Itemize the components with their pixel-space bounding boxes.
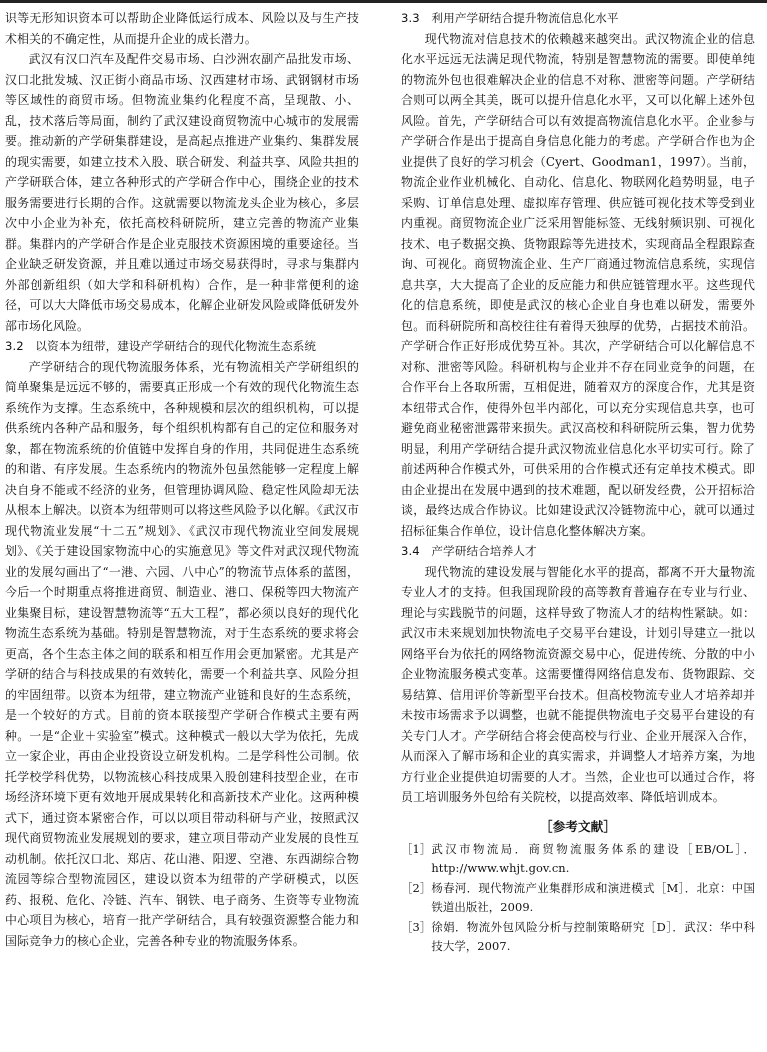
reference-text: 杨春河．现代物流产业集群形成和演进模式［M］．北京：中国铁道出版社，2009. [431, 880, 755, 914]
body-paragraph: 产学研结合的现代物流服务体系，光有物流相关产学研组织的简单聚集是远远不够的，需要真正形成一个有效的现代化物流生态系统作为支撑。生态系统中，各种规模和层次的组织机构，可以提供系统内各种产品和服务，每个组织机构都有自己的定位和服务对象，都在物流系统的价值链中发挥自身的作用，共同促进生态系统的和谐、有序发展。生态系统内的物流外包虽然能够一定程度上解决自身不能或不经济的业务，但管理协调风险、稳定性风险却无法从根本上解决。以资本为纽带则可以将这些风险予以化解。《武汉市现代物流业发展“十二五”规划》、《武汉市现代物流业空间发展规划》、《关于建设国家物流中心的实施意见》等文件对武汉现代物流业的发展勾画出了“一港、六园、八中心”的物流节点体系的蓝图，今后一个时期重点将推进商贸、制造业、港口、保税等四大物流产业集聚目标，建设智慧物流等“五大工程”，都必须以良好的现代化物流生态系统为基础。特别是智慧物流，对于生态系统的要求将会更高，各个生态主体之间的联系和相互作用会更加紧密。尤其是产学研的结合与科技成果的有效转化，需要一个利益共享、风险分担的牢固纽带。以资本为纽带，建立物流产业链和良好的生态系统，是一个较好的方式。目前的资本联接型产学研合作模式主要有两种。一是“企业＋实验室”模式。这种模式一般以大学为依托，先成立一家企业，再由企业投资设立研发机构。二是学科性公司制。依托学校学科优势，以物流核心科技成果入股创建科技型企业，在市场经济环境下更有效地开展成果转化和高新技术产业化。这两种模式下，通过资本紧密合作，可以以项目带动科研与产业，按照武汉现代商贸物流业发展规划的要求，建立项目带动产业发展的良性互动机制。依托汉口北、郑店、花山港、阳逻、空港、东西湖综合物流园等综合型物流园区，建设以资本为纽带的产学研模式，以医药、报税、危化、冷链、汽车、钢铁、电子商务、生资等专业物流中心项目为核心，培育一批产学研结合，具有较强资源整合能力和国际竞争力的核心企业，完善各种专业的物流服务体系。 [5, 359, 359, 948]
reference-text: 徐娟．物流外包风险分析与控制策略研究［D］．武汉：华中科技大学，2007. [431, 919, 755, 953]
section-heading-3-4: 3.4 产学研结合培养人才 [401, 544, 537, 558]
left-column [5, 8, 359, 951]
header-rule [0, 0, 767, 3]
reference-number: ［3］ [401, 919, 432, 934]
right-column [401, 8, 755, 957]
body-paragraph: 现代物流的建设发展与智能化水平的提高，都离不开大量物流专业人才的支持。但我国现阶段的高等教育普遍存在专业与行业、理论与实践脱节的问题，这样导致了物流人才的结构性紧缺。如：武汉市未来规划加快物流电子交易平台建设，计划引导建立一批以网络平台为依托的网络物流资源交易中心，促进传统、分散的中小企业物流服务模式变革。这需要懂得网络信息发布、货物跟踪、交易结算、信用评价等新型平台技术。但高校物流专业人才培养却并未按市场需求予以调整，也就不能提供物流电子交易平台建设的有关专门人才。产学研结合将会使高校与行业、企业开展深入合作，从而深入了解市场和企业的真实需求，并调整人才培养方案，为地方行业企业提供迫切需要的人才。当然，企业也可以通过合作，将员工培训服务外包给有关院校，以提高效率、降低培训成本。 [401, 564, 755, 804]
reference-item [401, 840, 755, 879]
section-heading-3-3: 3.3 利用产学研结合提升物流信息化水平 [401, 11, 619, 25]
references-title: ［参考文献］ [539, 818, 617, 834]
body-paragraph: 武汉有汉口汽车及配件交易市场、白沙洲农副产品批发市场、汉口北批发城、汉正街小商品市场、汉西建材市场、武钢钢材市场等区域性的商贸市场。但物流业集约化程度不高，呈现散、小、乱，技术落后等局面，制约了武汉建设商贸物流中心城市的发展需要。推动新的产学研集群建设，是高起点推进产业集约、集群发展的现实需要，如建立技术入股、联合研发、利益共享、风险共担的产学研联合体，建立各种形式的产学研合作中心，围绕企业的技术服务需要进行长期的合作。这就需要以物流龙头企业为核心，多层次中小企业为补充，依托高校科研院所，建立完善的物流产业集群。集群内的产学研合作是企业克服技术资源困境的重要途径。当企业缺乏研发资源，并且难以通过市场交易获得时，寻求与集群内外部创新组织（如大学和科研机构）合作，是一种非常便利的途径，可以大大降低市场交易成本，化解企业研发风险或降低研发外部市场化风险。 [5, 52, 359, 333]
reference-item [401, 879, 755, 918]
section-heading-3-2: 3.2 以资本为纽带，建设产学研结合的现代化物流生态系统 [5, 339, 317, 353]
reference-text: 武汉市物流局．商贸物流服务体系的建设［EB/OL］．http://www.whjt.gov.cn. [431, 841, 755, 875]
body-paragraph: 识等无形知识资本可以帮助企业降低运行成本、风险以及与生产技术相关的不确定性，从而提升企业的成长潜力。 [5, 11, 359, 46]
body-paragraph: 现代物流对信息技术的依赖越来越突出。武汉物流企业的信息化水平远远无法满足现代物流，特别是智慧物流的需要。即使单纯的物流外包也很难解决企业的信息不对称、泄密等问题。产学研结合则可以两全其美，既可以提升信息化水平，又可以化解上述外包风险。首先，产学研结合可以有效提高物流信息化水平。企业参与产学研合作是出于提高自身信息化能力的考虑。产学研合作也为企业提供了良好的学习机会（Cyert、Goodman1，1997）。当前，物流企业作业机械化、自动化、信息化、物联网化趋势明显，电子采购、订单信息处理、虚拟库存管理、供应链可视化技术等受到业内重视。商贸物流企业广泛采用智能标签、无线射频识别、可视化技术、电子数据交换、货物跟踪等先进技术，实现商品全程跟踪查询、可视化。商贸物流企业、生产厂商通过物流信息系统，实现信息共享，大大提高了企业的反应能力和供应链管理水平。这些现代化的信息系统，即使是武汉的核心企业自身也难以研发，需要外包。而科研院所和高校往往有着得天独厚的优势，占据技术前沿。产学研合作正好形成优势互补。其次，产学研结合可以化解信息不对称、泄密等风险。科研机构与企业并不存在同业竞争的问题，在合作平台上各取所需，互相促进，随着双方的深度合作，尤其是资本纽带式合作，使得外包半内部化，可以充分实现信息共享，也可避免商业秘密泄露带来损失。武汉高校和科研院所云集，智力优势明显，利用产学研结合提升武汉物流业信息化水平切实可行。除了前述两种合作模式外，可供采用的合作模式还有定单技术模式。即由企业提出在发展中遇到的技术难题，配以研发经费，公开招标洽谈，最终达成合作协议。比如建设武汉冷链物流中心，就可以通过招标征集合作单位，设计信息化整体解决方案。 [401, 31, 755, 538]
reference-number: ［1］ [401, 841, 432, 856]
reference-item [401, 918, 755, 957]
reference-number: ［2］ [401, 880, 432, 895]
